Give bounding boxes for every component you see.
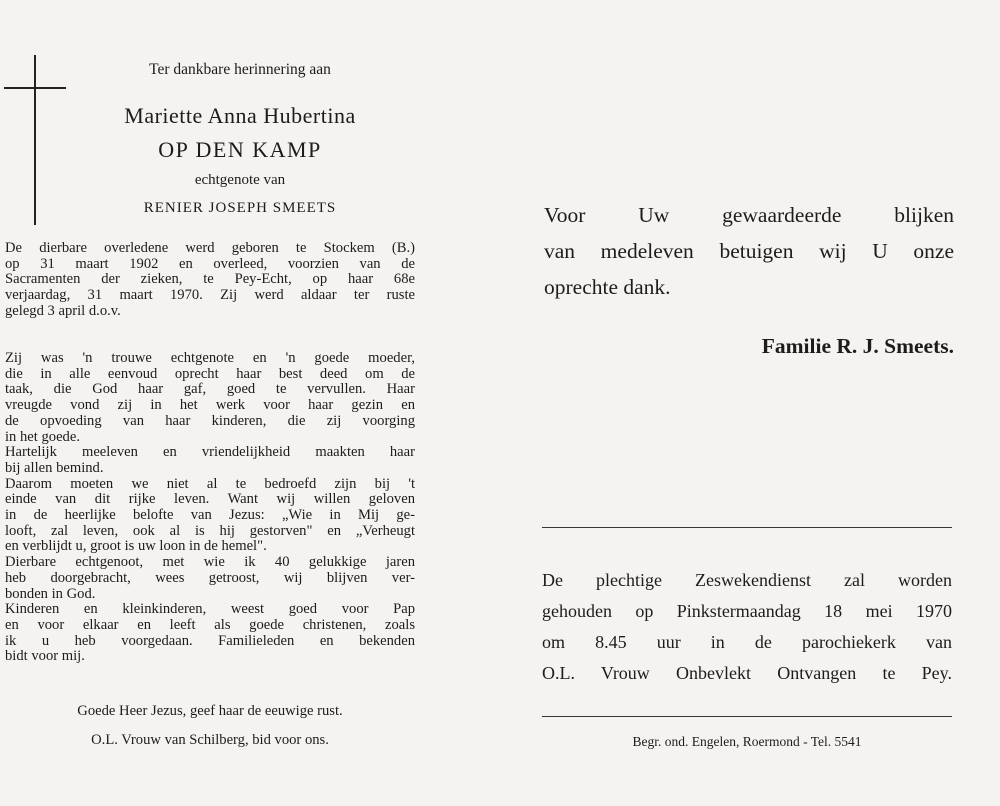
- printer-imprint: Begr. ond. Engelen, Roermond - Tel. 5541: [632, 734, 862, 749]
- service-announcement: [542, 565, 952, 689]
- biography-paragraph: [5, 241, 415, 320]
- cross-icon: [34, 55, 36, 225]
- text-line: om 8.45 uur in de parochiekerk van: [542, 632, 952, 652]
- text-line: einde van dit rijke leven. Want wij willen geloven: [5, 491, 415, 508]
- text-line: van medeleven betuigen wij U onze: [544, 239, 954, 263]
- text-line: looft, zal leven, ook al is hij gestorven" en „Verheugt: [5, 522, 415, 539]
- text-line: die in alle eenvoud oprecht haar best deed om de: [5, 365, 415, 382]
- text-line: en verblijdt u, groot is uw loon in de hemel".: [5, 538, 267, 555]
- text-line: in de heerlijke belofte van Jezus: „Wie in Mij ge-: [5, 507, 415, 524]
- text-line: gelegd 3 april d.o.v.: [5, 302, 121, 319]
- text-line: en voor elkaar en leeft als goede christenen, zoals: [5, 616, 415, 633]
- divider: [542, 527, 952, 528]
- text-line: oprechte dank.: [544, 275, 671, 299]
- tribute-paragraph: [5, 351, 415, 665]
- text-line: taak, die God haar gaf, goed te vervullen. Haar: [5, 381, 415, 398]
- text-line: vreugde vond zij in het werk voor haar gezin en: [5, 397, 415, 414]
- text-line: op 31 maart 1902 en overleed, voorzien van de: [5, 255, 415, 272]
- text-line: Dierbare echtgenoot, met wie ik 40 gelukkige jaren: [5, 554, 415, 571]
- family-signature: Familie R. J. Smeets.: [761, 334, 954, 358]
- text-line: bonden in God.: [5, 585, 96, 602]
- first-names: Mariette Anna Hubertina: [124, 103, 356, 128]
- prayer-line: Goede Heer Jezus, geef haar de eeuwige rust.: [77, 703, 343, 719]
- text-line: Voor Uw gewaardeerde blijken: [544, 203, 954, 227]
- prayer-line: O.L. Vrouw van Schilberg, bid voor ons.: [91, 732, 329, 748]
- text-line: verjaardag, 31 maart 1970. Zij werd aldaar ter ruste: [5, 287, 415, 304]
- text-line: Kinderen en kleinkinderen, weest goed voor Pap: [5, 601, 415, 618]
- text-line: Daarom moeten we niet al te bedroefd zijn bij 't: [5, 475, 415, 492]
- divider: [542, 716, 952, 717]
- text-line: heb doorgebracht, wees getroost, wij blijven ver-: [5, 569, 415, 586]
- cross-icon-bar: [4, 87, 66, 89]
- text-line: de opvoeding van haar kinderen, die zij voorging: [5, 412, 415, 429]
- text-line: bij allen bemind.: [5, 459, 104, 476]
- text-line: De dierbare overledene werd geboren te Stockem (B.): [5, 240, 415, 256]
- right-panel: [520, 0, 1000, 806]
- text-line: De plechtige Zeswekendienst zal worden: [542, 570, 952, 590]
- text-line: Sacramenten der zieken, te Pey-Echt, op haar 68e: [5, 271, 415, 288]
- text-line: in het goede.: [5, 428, 80, 445]
- text-line: Hartelijk meeleven en vriendelijkheid maakten haar: [5, 444, 415, 461]
- intro-text: Ter dankbare herinnering aan: [149, 61, 331, 78]
- spouse-label: echtgenote van: [194, 172, 286, 188]
- text-line: ik u heb voorgedaan. Familieleden en bekenden: [5, 632, 415, 649]
- thanks-message: [544, 197, 954, 305]
- text-line: gehouden op Pinkstermaandag 18 mei 1970: [542, 601, 952, 621]
- text-line: Zij was 'n trouwe echtgenote en 'n goede moeder,: [5, 350, 415, 366]
- spouse-name: RENIER JOSEPH SMEETS: [143, 200, 337, 216]
- text-line: O.L. Vrouw Onbevlekt Ontvangen te Pey.: [542, 663, 952, 683]
- surname: OP DEN KAMP: [158, 137, 322, 162]
- text-line: bidt voor mij.: [5, 648, 85, 665]
